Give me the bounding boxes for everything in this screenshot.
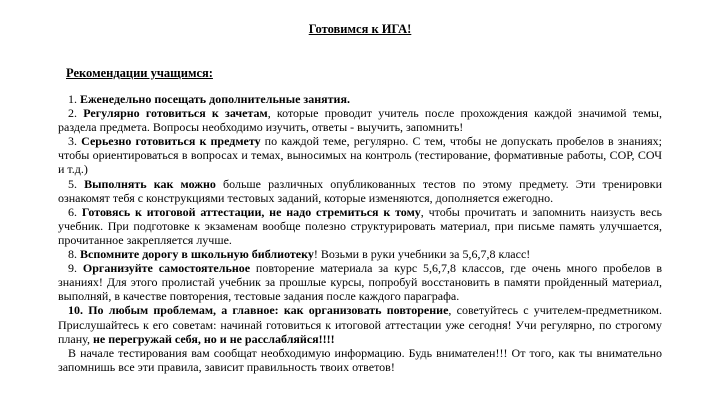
list-item: 2. Регулярно готовиться к зачетам, которые проводит учитель после прохождения каждой значимой темы, раздела предмета. Вопросы необходимо изучить, ответы - выучить, запомнить! (58, 106, 662, 135)
list-item: 1. Еженедельно посещать дополнительные занятия. (68, 92, 350, 106)
closing-paragraph: В начале тестирования вам сообщат необходимую информацию. Будь внимателен!!! От того, как ты внимательно запомнишь все эти правила, зависит правильность твоих ответов! (58, 345, 662, 374)
recommendations-list (58, 92, 662, 374)
section-heading: Рекомендации учащимся: (66, 66, 213, 80)
list-item: 3. Серьезно готовиться к предмету по каждой теме, регулярно. С тем, чтобы не допускать пробелов в знаниях; чтобы ориентироваться в вопросах и темах, выносимых на контроль (тестирование, формативные работы, СОР, СОЧ и т.д.) (58, 134, 662, 177)
list-item: 8. Вспомните дорогу в школьную библиотеку! Возьми в руки учебники за 5,6,7,8 класс! (68, 247, 531, 262)
list-item: 9. Организуйте самостоятельное повторение материала за курс 5,6,7,8 классов, где очень много пробелов в знаниях! Для этого пролистай учебник за прошлые курсы, попробуй восстановить в памяти пройденный материал, выполняй, в качестве повторения, тестовые задания после каждого параграфа. (58, 261, 662, 304)
list-item: 10. По любым проблемам, а главное: как организовать повторение, советуйтесь с учителем-предметником. Прислушайтесь к его советам: начинай готовиться к итоговой аттестации уже сегодня! Учи регулярно, по строгому плану, не перегружай себя, но и не расслабляйся!!!! (58, 303, 662, 346)
page-title: Готовимся к ИГА! (308, 22, 412, 36)
list-item: 6. Готовясь к итоговой аттестации, не надо стремиться к тому, чтобы прочитать и запомнить наизусть весь учебник. При подготовке к экзаменам вообще полезно структурировать материал, при письме память улучшается, прочитанное закрепляется лучше. (58, 204, 663, 247)
list-item: 5. Выполнять как можно больше различных опубликованных тестов по этому предмету. Эти тренировки ознакомят тебя с конструкциями тестовых заданий, которые изменяются, дополняется ежегодно. (58, 176, 662, 205)
